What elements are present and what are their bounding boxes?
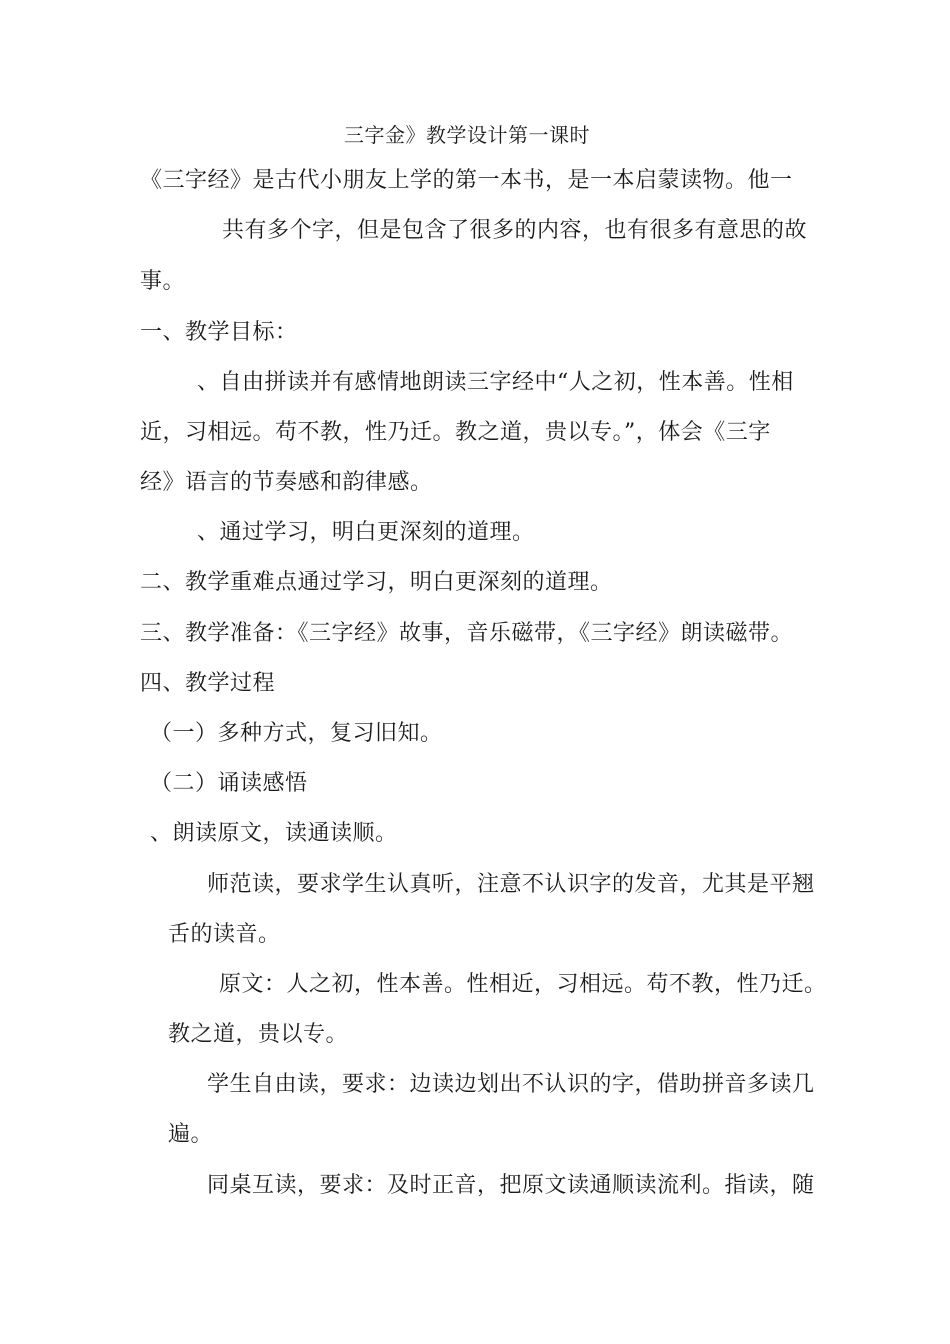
goal-1-line-1: 、自由拼读并有感情地朗读三字经中“人之初，性本善。性相 — [197, 370, 794, 395]
para-1-line-2: 舌的读音。 — [168, 922, 281, 947]
para-2-line-1: 原文：人之初，性本善。性相近，习相远。苟不教，性乃迁。 — [219, 972, 827, 997]
intro-line-2: 共有多个字，但是包含了很多的内容，也有很多有意思的故 — [222, 218, 808, 243]
section-4-heading: 四、教学过程 — [140, 671, 276, 696]
section-2-heading: 二、教学重难点通过学习，明白更深刻的道理。 — [140, 570, 613, 595]
para-3-line-2: 遍。 — [168, 1122, 214, 1147]
process-step-1: 、朗读原文，读通读顺。 — [150, 821, 398, 846]
intro-line-1: 《三字经》是古代小朋友上学的第一本书，是一本启蒙读物。他一 — [140, 168, 793, 193]
goal-1-line-2: 近，习相远。苟不教，性乃迁。教之道，贵以专。”，体会《三字 — [140, 420, 771, 445]
process-sub-1: （一）多种方式，复习旧知。 — [150, 721, 443, 746]
para-2-line-2: 教之道，贵以专。 — [168, 1022, 349, 1047]
section-1-heading: 一、教学目标： — [140, 320, 298, 345]
para-1-line-1: 师范读，要求学生认真听，注意不认识字的发音，尤其是平翘 — [207, 872, 815, 897]
para-3-line-1: 学生自由读，要求：边读边划出不认识的字，借助拼音多读几 — [207, 1072, 815, 1097]
document-title: 三字金》教学设计第一课时 — [344, 123, 590, 147]
para-4-line-1: 同桌互读，要求：及时正音，把原文读通顺读流利。指读，随 — [207, 1173, 815, 1198]
intro-line-3: 事。 — [140, 269, 186, 294]
goal-1-line-3: 经》语言的节奏感和韵律感。 — [140, 470, 433, 495]
goal-2: 、通过学习，明白更深刻的道理。 — [197, 520, 535, 545]
section-3-heading: 三、教学准备：《三字经》故事，音乐磁带，《三字经》朗读磁带。 — [140, 621, 794, 646]
process-sub-2: （二）诵读感悟 — [150, 771, 308, 796]
